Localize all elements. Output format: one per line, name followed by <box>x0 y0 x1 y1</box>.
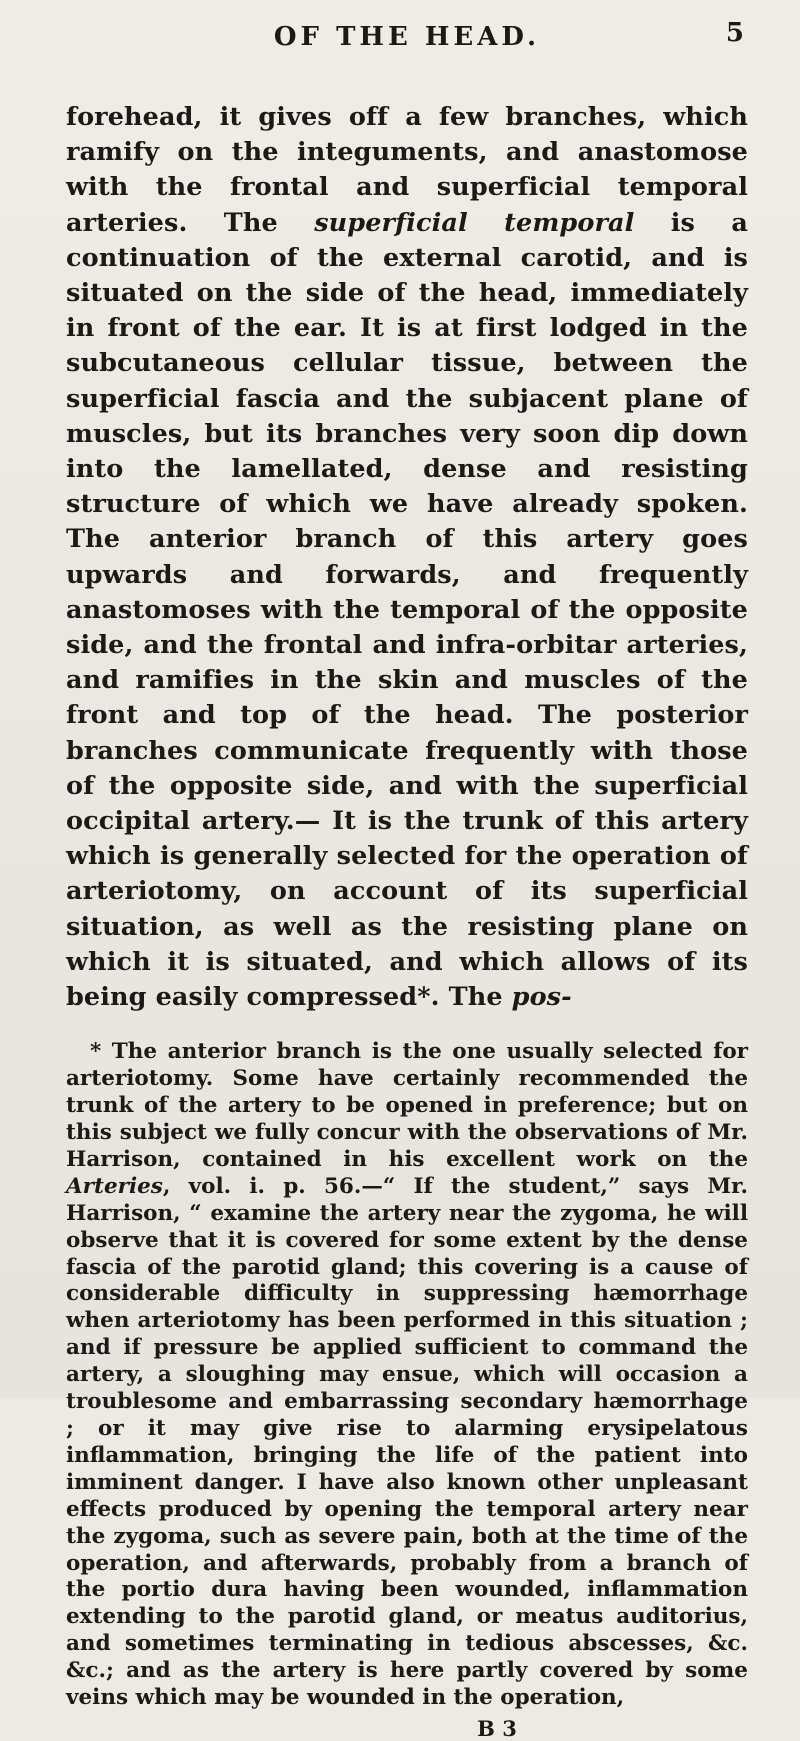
running-title: OF THE HEAD. <box>273 22 541 52</box>
italic-term: superficial temporal <box>314 207 635 238</box>
running-head <box>66 0 748 60</box>
paragraph-text: is a continuation of the external carotid, and is situated on the side of the head, immediately in front of the ear. It is at first lodged in the subcutaneous cellular tissue, between the superficial fascia and the subjacent plane of muscles, but its branches very soon dip down into the lamellated, dense and resisting structure of which we have already spoken. The anterior branch of this artery goes upwards and forwards, and frequently anastomoses with the temporal of the opposite side, and the frontal and infra-orbitar arteries, and ramifies in the skin and muscles of the front and top of the head. The posterior branches communicate frequently with those of the opposite side, and with the superficial occipital artery.— It is the trunk of this artery which is generally selected for the operation of arteriotomy, on account of its superficial situation, as well as the resisting plane on which it is situated, and which allows of its being easily compressed*. The <box>66 207 748 1013</box>
footnote-text: , vol. i. p. 56.—“ If the student,” says Mr. Harrison, “ examine the artery near the zygoma, he will observe that it is covered for some extent by the dense fascia of the parotid gland; this covering is a cause of considerable difficulty in suppressing hæmorrhage when arteriotomy has been performed in this situation ; and if pressure be applied sufficient to command the artery, a sloughing may ensue, which will occasion a troublesome and embarrassing secondary hæmorrhage ; or it may give rise to alarming erysipelatous inflammation, bringing the life of the patient into imminent danger. I have also known other unpleasant effects produced by opening the temporal artery near the zygoma, such as severe pain, both at the time of the operation, and afterwards, probably from a branch of the portio dura having been wounded, inflammation extending to the parotid gland, or meatus auditorius, and sometimes terminating in tedious abscesses, &c. &c.; and as the artery is here partly covered by some veins which may be wounded in the operation, <box>66 1173 748 1711</box>
main-paragraph <box>66 100 748 1015</box>
italic-term: pos- <box>511 982 572 1013</box>
page-number: 5 <box>725 18 744 48</box>
footnote <box>66 1039 748 1712</box>
signature-mark: B 3 <box>477 1715 517 1741</box>
paragraph-text: forehead, it gives off a few branches, which ramify on the integuments, and anastomose with the frontal and superficial temporal arteries. The <box>66 102 748 238</box>
italic-term: Arteries <box>66 1173 163 1199</box>
footnote-text: * The anterior branch is the one usually selected for arteriotomy. Some have certainly recommended the trunk of the artery to be opened in preference; but on this subject we fully concur with the observations of Mr. Harrison, contained in his excellent work on the <box>66 1039 748 1172</box>
